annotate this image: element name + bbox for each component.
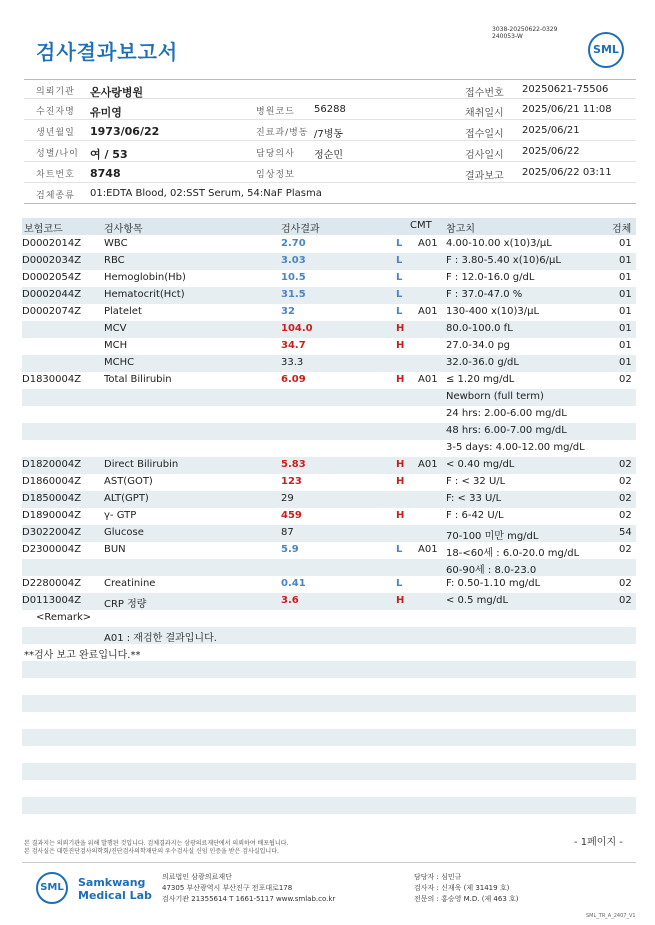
barcode-line-2: 240053-W xyxy=(492,33,523,40)
table-row xyxy=(22,372,636,389)
cmt-cell: A01 xyxy=(418,374,438,385)
header-code: 보험코드 xyxy=(24,224,63,235)
report-complete-text: **검사 보고 완료입니다.** xyxy=(24,650,141,661)
table-row xyxy=(22,253,636,270)
table-row xyxy=(22,406,636,423)
barcode-id xyxy=(492,26,557,40)
table-row xyxy=(22,287,636,304)
specimen-cell: 02 xyxy=(619,374,632,385)
table-row xyxy=(22,542,636,559)
notice-line-1: 본 결과지는 의뢰기관을 위해 발행된 것입니다. 검체결과지는 삼광의료재단에서 의뢰하여 배포됩니다. xyxy=(24,840,289,847)
notice-line-2: 본 검사실은 대한진단검사의학회/진단검사의학재단의 우수검사실 신임 인증을 받은 검사실입니다. xyxy=(24,848,279,855)
doctor-label: 담당의사 xyxy=(256,149,295,159)
reference-cell: F: < 33 U/L xyxy=(446,493,502,504)
table-row xyxy=(22,304,636,321)
receipt-date-label: 접수일시 xyxy=(465,129,504,140)
reference-cell: F : 3.80-5.40 x(10)6/μL xyxy=(446,255,561,266)
result-cell: 31.5 xyxy=(281,289,306,300)
specimen-cell: 02 xyxy=(619,493,632,504)
table-row xyxy=(22,593,636,610)
empty-row xyxy=(22,712,636,729)
form-code: SML_TR_A_2407_V1 xyxy=(586,913,636,919)
specimen-cell: 54 xyxy=(619,527,632,538)
code-cell: D0113004Z xyxy=(22,595,82,606)
remark-label: <Remark> xyxy=(36,612,92,623)
code-cell: D1850004Z xyxy=(22,493,82,504)
collect-label: 채취일시 xyxy=(465,108,504,119)
reference-cell: F: 0.50-1.10 mg/dL xyxy=(446,578,541,589)
header-result: 검사결과 xyxy=(281,224,320,235)
dob-label: 생년월일 xyxy=(36,128,75,138)
result-cell: 33.3 xyxy=(281,357,304,368)
barcode-line-1: 3038-20250622-0329 xyxy=(492,26,558,33)
receipt-no-label: 접수번호 xyxy=(465,88,504,99)
patient-value: 유미영 xyxy=(90,106,122,119)
report-title: 검사결과보고서 xyxy=(36,40,179,64)
info-row-patient xyxy=(24,100,636,120)
flag-cell: L xyxy=(396,578,403,589)
empty-row xyxy=(22,746,636,763)
table-row xyxy=(22,321,636,338)
specimen-cell: 01 xyxy=(619,340,632,351)
cmt-cell: A01 xyxy=(418,544,438,555)
item-cell: BUN xyxy=(104,544,126,555)
remark-row xyxy=(22,610,636,627)
item-cell: CRP 정량 xyxy=(104,599,147,610)
test-date-value: 2025/06/22 xyxy=(522,146,580,157)
specimen-cell: 02 xyxy=(619,544,632,555)
specimen-value: 01:EDTA Blood, 02:SST Serum, 54:NaF Plasma xyxy=(90,188,322,199)
addr-line-3: 검사기관 21355614 T 1661-5117 www.smlab.co.kr xyxy=(162,895,336,903)
dept-label: 진료과/병동 xyxy=(256,128,309,138)
receipt-date-value: 2025/06/21 xyxy=(522,125,580,136)
chart-label: 차트번호 xyxy=(36,170,75,180)
flag-cell: H xyxy=(396,323,405,334)
table-row xyxy=(22,338,636,355)
table-row xyxy=(22,491,636,508)
info-row-institution xyxy=(24,79,636,99)
addr-line-1: 의료법인 삼광의료재단 xyxy=(162,873,232,881)
specimen-cell: 01 xyxy=(619,306,632,317)
reference-cell: 48 hrs: 6.00-7.00 mg/dL xyxy=(446,425,567,436)
institution-label: 의뢰기관 xyxy=(36,87,75,97)
result-cell: 3.03 xyxy=(281,255,306,266)
result-cell: 10.5 xyxy=(281,272,306,283)
reference-cell: 3-5 days: 4.00-12.00 mg/dL xyxy=(446,442,585,453)
result-cell: 34.7 xyxy=(281,340,306,351)
empty-row xyxy=(22,797,636,814)
item-cell: Total Bilirubin xyxy=(104,374,172,385)
reference-cell: 24 hrs: 2.00-6.00 mg/dL xyxy=(446,408,567,419)
reference-cell: 80.0-100.0 fL xyxy=(446,323,513,334)
result-cell: 6.09 xyxy=(281,374,306,385)
reference-cell: ≤ 1.20 mg/dL xyxy=(446,374,515,385)
reference-cell: 27.0-34.0 pg xyxy=(446,340,511,351)
empty-row xyxy=(22,661,636,678)
header-specimen: 검체 xyxy=(612,224,632,235)
cmt-cell: A01 xyxy=(418,306,438,317)
table-row xyxy=(22,389,636,406)
table-row xyxy=(22,457,636,474)
item-cell: RBC xyxy=(104,255,125,266)
item-cell: Glucose xyxy=(104,527,144,538)
empty-row xyxy=(22,763,636,780)
reference-cell: F : < 32 U/L xyxy=(446,476,506,487)
code-cell: D1890004Z xyxy=(22,510,82,521)
report-label: 결과보고 xyxy=(465,171,504,182)
item-cell: Platelet xyxy=(104,306,142,317)
cmt-cell: A01 xyxy=(418,238,438,249)
flag-cell: L xyxy=(396,238,403,249)
complete-row xyxy=(22,644,636,661)
sexage-label: 성별/나이 xyxy=(36,149,79,159)
flag-cell: H xyxy=(396,476,405,487)
receipt-no-value: 20250621-75506 xyxy=(522,84,609,95)
footer-staff xyxy=(414,872,519,905)
reference-cell: F : 37.0-47.0 % xyxy=(446,289,523,300)
cmt-cell: A01 xyxy=(418,459,438,470)
specimen-cell: 02 xyxy=(619,595,632,606)
item-cell: MCH xyxy=(104,340,128,351)
empty-row xyxy=(22,678,636,695)
result-cell: 29 xyxy=(281,493,294,504)
reference-cell: F : 6-42 U/L xyxy=(446,510,504,521)
code-cell: D1820004Z xyxy=(22,459,82,470)
remark-text-row xyxy=(22,627,636,644)
code-cell: D1830004Z xyxy=(22,374,82,385)
test-date-label: 검사일시 xyxy=(465,150,504,161)
flag-cell: H xyxy=(396,510,405,521)
code-cell: D2280004Z xyxy=(22,578,82,589)
footer-notice xyxy=(24,840,288,856)
item-cell: WBC xyxy=(104,238,128,249)
table-row xyxy=(22,270,636,287)
empty-row xyxy=(22,780,636,797)
reference-cell: 32.0-36.0 g/dL xyxy=(446,357,519,368)
reference-cell: 60-90세 : 8.0-23.0 xyxy=(446,565,537,576)
item-cell: MCV xyxy=(104,323,127,334)
result-cell: 0.41 xyxy=(281,578,306,589)
reference-cell: < 0.5 mg/dL xyxy=(446,595,509,606)
doctor-value: 정순민 xyxy=(314,150,343,161)
table-row xyxy=(22,423,636,440)
code-cell: D3022004Z xyxy=(22,527,82,538)
code-cell: D0002044Z xyxy=(22,289,82,300)
result-cell: 123 xyxy=(281,476,302,487)
dept-value: /7병동 xyxy=(314,129,344,140)
chart-value: 8748 xyxy=(90,167,121,180)
patient-label: 수진자명 xyxy=(36,107,75,117)
table-row xyxy=(22,559,636,576)
flag-cell: L xyxy=(396,255,403,266)
item-cell: Hemoglobin(Hb) xyxy=(104,272,186,283)
info-row-specimen xyxy=(24,184,636,204)
table-row xyxy=(22,576,636,593)
staff-line-1: 담당자 : 심민규 xyxy=(414,873,462,881)
footer-address xyxy=(162,872,335,905)
reference-cell: < 0.40 mg/dL xyxy=(446,459,515,470)
table-row xyxy=(22,440,636,457)
flag-cell: H xyxy=(396,340,405,351)
flag-cell: L xyxy=(396,289,403,300)
result-cell: 5.9 xyxy=(281,544,299,555)
result-cell: 32 xyxy=(281,306,295,317)
specimen-cell: 01 xyxy=(619,357,632,368)
flag-cell: H xyxy=(396,459,405,470)
flag-cell: H xyxy=(396,595,405,606)
brand-name xyxy=(78,876,152,902)
addr-line-2: 47305 부산광역시 부산진구 전포대로178 xyxy=(162,884,293,892)
item-cell: MCHC xyxy=(104,357,135,368)
empty-row xyxy=(22,695,636,712)
result-cell: 459 xyxy=(281,510,302,521)
sml-logo: SML xyxy=(588,32,624,68)
result-cell: 3.6 xyxy=(281,595,299,606)
specimen-cell: 02 xyxy=(619,578,632,589)
specimen-cell: 02 xyxy=(619,476,632,487)
institution-value: 온사랑병원 xyxy=(90,86,144,99)
staff-line-3: 전문의 : 홍승영 M.D. (제 463 호) xyxy=(414,895,519,903)
result-cell: 104.0 xyxy=(281,323,313,334)
clinical-label: 임상정보 xyxy=(256,170,295,180)
header-reference: 참고치 xyxy=(446,224,475,235)
empty-row xyxy=(22,729,636,746)
footer-divider xyxy=(22,862,636,863)
code-cell: D2300004Z xyxy=(22,544,82,555)
code-cell: D0002034Z xyxy=(22,255,82,266)
item-cell: Direct Bilirubin xyxy=(104,459,179,470)
flag-cell: L xyxy=(396,544,403,555)
specimen-cell: 01 xyxy=(619,272,632,283)
specimen-cell: 01 xyxy=(619,238,632,249)
report-value: 2025/06/22 03:11 xyxy=(522,167,612,178)
code-cell: D0002054Z xyxy=(22,272,82,283)
info-row-chart xyxy=(24,163,636,183)
table-row xyxy=(22,525,636,542)
hospital-code-value: 56288 xyxy=(314,104,346,115)
info-row-dob xyxy=(24,121,636,141)
brand-line-2: Medical Lab xyxy=(78,889,152,902)
reference-cell: 4.00-10.00 x(10)3/μL xyxy=(446,238,552,249)
sml-footer-logo: SML xyxy=(36,872,68,904)
reference-cell: Newborn (full term) xyxy=(446,391,544,402)
table-row xyxy=(22,508,636,525)
result-cell: 2.70 xyxy=(281,238,306,249)
brand-line-1: Samkwang xyxy=(78,876,146,889)
specimen-label: 검체종류 xyxy=(36,191,75,201)
table-row xyxy=(22,236,636,253)
staff-line-2: 검사자 : 신재욱 (제 31419 호) xyxy=(414,884,510,892)
flag-cell: H xyxy=(396,374,405,385)
reference-cell: 18-<60세 : 6.0-20.0 mg/dL xyxy=(446,548,580,559)
reference-cell: 70-100 미만 mg/dL xyxy=(446,531,539,542)
specimen-cell: 01 xyxy=(619,289,632,300)
reference-cell: 130-400 x(10)3/μL xyxy=(446,306,540,317)
item-cell: AST(GOT) xyxy=(104,476,153,487)
remark-text: A01 : 재검한 결과입니다. xyxy=(104,633,217,644)
code-cell: D0002014Z xyxy=(22,238,82,249)
flag-cell: L xyxy=(396,306,403,317)
header-item: 검사항목 xyxy=(104,224,143,235)
specimen-cell: 02 xyxy=(619,510,632,521)
sexage-value: 여 / 53 xyxy=(90,148,128,161)
result-cell: 87 xyxy=(281,527,294,538)
table-row xyxy=(22,474,636,491)
code-cell: D1860004Z xyxy=(22,476,82,487)
collect-value: 2025/06/21 11:08 xyxy=(522,104,612,115)
page-number: - 1페이지 - xyxy=(574,837,623,848)
info-row-sexage xyxy=(24,142,636,162)
specimen-cell: 01 xyxy=(619,255,632,266)
table-row xyxy=(22,355,636,372)
reference-cell: F : 12.0-16.0 g/dL xyxy=(446,272,535,283)
code-cell: D0002074Z xyxy=(22,306,82,317)
result-cell: 5.83 xyxy=(281,459,306,470)
specimen-cell: 02 xyxy=(619,459,632,470)
item-cell: Hematocrit(Hct) xyxy=(104,289,185,300)
flag-cell: L xyxy=(396,272,403,283)
specimen-cell: 01 xyxy=(619,323,632,334)
item-cell: ALT(GPT) xyxy=(104,493,149,504)
item-cell: Creatinine xyxy=(104,578,156,589)
item-cell: γ- GTP xyxy=(104,510,137,521)
hospital-code-label: 병원코드 xyxy=(256,107,295,117)
results-table-header xyxy=(22,218,636,235)
dob-value: 1973/06/22 xyxy=(90,125,160,138)
header-cmt: CMT xyxy=(410,220,432,231)
